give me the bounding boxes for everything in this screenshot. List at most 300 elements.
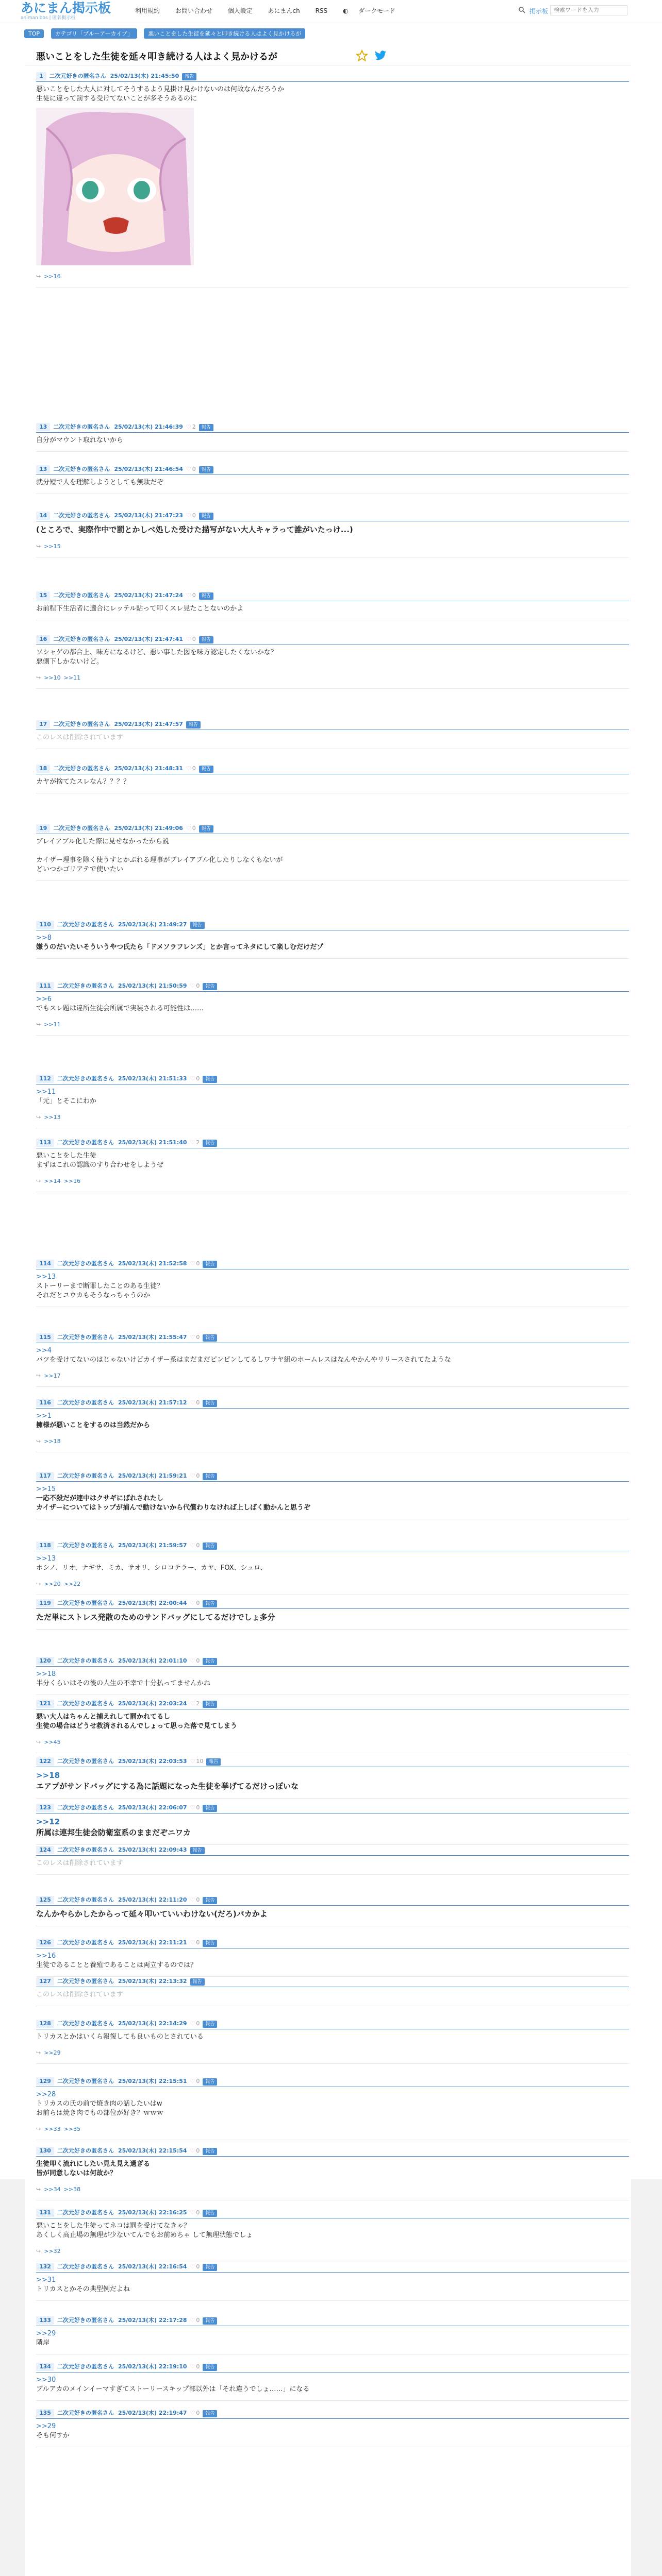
report-button[interactable]: 報告 xyxy=(190,1847,205,1854)
poster-name: 二次元好きの匿名さん xyxy=(53,591,110,599)
post-line: ブルアカのメインイーマすぎてストーリースキップ部以外は「それ違うでしょ……」になる xyxy=(36,2385,310,2394)
reply-anchor[interactable]: >>35 xyxy=(63,2126,81,2133)
post-date: 25/02/13(木) 22:01:10 xyxy=(118,1657,187,1665)
report-button[interactable]: 報告 xyxy=(203,1261,217,1268)
heart-icon[interactable]: ♡ xyxy=(190,1700,195,1707)
heart-icon[interactable]: ♡ xyxy=(190,1399,195,1406)
post-body xyxy=(36,733,629,742)
post-body xyxy=(36,1952,629,1970)
post-number[interactable]: 127 xyxy=(36,1977,54,1986)
post xyxy=(36,1700,629,1753)
report-button[interactable]: 報告 xyxy=(203,2364,217,2371)
post-meta xyxy=(36,982,629,990)
reply-anchor[interactable]: >>10 xyxy=(44,674,61,681)
post-body xyxy=(36,1612,629,1623)
post-meta xyxy=(36,1939,629,1947)
reply-anchor[interactable]: >>11 xyxy=(63,674,81,681)
post-number[interactable]: 19 xyxy=(36,824,50,833)
post-divider xyxy=(36,1813,629,1814)
report-button[interactable]: 報告 xyxy=(203,2264,217,2271)
post-meta xyxy=(36,2209,629,2217)
reply-icon: ↪ xyxy=(36,2049,41,2056)
post-divider xyxy=(36,2272,629,2273)
heart-icon[interactable]: ♡ xyxy=(190,1139,195,1146)
like-count: 0 xyxy=(192,591,196,599)
post-date: 25/02/13(木) 21:46:39 xyxy=(114,423,183,431)
reply-anchor[interactable]: >>16 xyxy=(44,273,61,280)
post-number[interactable]: 116 xyxy=(36,1399,54,1407)
breadcrumb xyxy=(24,28,310,40)
post-body xyxy=(36,1346,629,1365)
post-number[interactable]: 118 xyxy=(36,1541,54,1550)
post-line: 生徒に違って罰する受けてないことが多そうあるのに xyxy=(36,95,197,103)
post-number[interactable]: 132 xyxy=(36,2263,54,2271)
heart-icon[interactable]: ♡ xyxy=(186,423,191,431)
post-number[interactable]: 112 xyxy=(36,1075,54,1083)
post-number[interactable]: 111 xyxy=(36,982,54,990)
heart-icon[interactable]: ♡ xyxy=(190,2317,195,2324)
report-button[interactable]: 報告 xyxy=(203,1543,217,1550)
post xyxy=(36,1599,629,1630)
heart-icon[interactable]: ♡ xyxy=(186,765,191,772)
report-button[interactable]: 報告 xyxy=(199,592,213,600)
post-body xyxy=(36,1909,629,1920)
report-button[interactable]: 報告 xyxy=(203,2078,217,2086)
report-button[interactable]: 報告 xyxy=(203,983,217,990)
like-count: 0 xyxy=(196,1399,200,1406)
post-date: 25/02/13(木) 21:59:21 xyxy=(118,1472,187,1480)
report-button[interactable]: 報告 xyxy=(203,2021,217,2028)
post xyxy=(36,1896,629,1926)
reply-icon: ↪ xyxy=(36,2126,41,2133)
reply-anchor[interactable]: >>33 xyxy=(44,2126,61,2133)
post-line: (ところで、実際作中で罰とかしべ処した受けた描写がない大人キャラって誰がいたっけ...) xyxy=(36,525,353,535)
post-date: 25/02/13(木) 21:45:50 xyxy=(110,73,179,79)
reply-links xyxy=(36,2185,629,2194)
reply-anchor[interactable]: >>14 xyxy=(44,1178,61,1185)
post xyxy=(36,465,629,494)
heart-icon[interactable]: ♡ xyxy=(190,1896,195,1904)
post-meta xyxy=(36,465,629,473)
poster-name: 二次元好きの匿名さん xyxy=(49,73,106,79)
post-body xyxy=(36,1859,629,1868)
post-date: 25/02/13(木) 21:48:31 xyxy=(114,765,183,772)
post-line: ブレイアブル化した際に見せなかったから説 xyxy=(36,837,169,845)
heart-icon[interactable]: ♡ xyxy=(190,2078,195,2085)
thread-title-row xyxy=(25,45,631,65)
like-count: 0 xyxy=(196,2147,200,2154)
nav-contact[interactable]: お問い合わせ xyxy=(175,7,212,14)
anchor-link[interactable]: >>28 xyxy=(36,2091,56,2099)
twitter-icon[interactable] xyxy=(374,50,387,61)
post-meta xyxy=(36,1757,629,1766)
post-line: 生徒の場合はどうせ救済されるんでしょって思った落で見てしまう xyxy=(36,1722,238,1730)
reply-icon: ↪ xyxy=(36,1114,41,1121)
post-separator xyxy=(36,1976,629,1977)
post-line: 生徒であることと養殖であることは両立するのでは？ xyxy=(36,1961,197,1969)
post-divider xyxy=(36,474,629,475)
post-meta xyxy=(36,1657,629,1665)
post-number[interactable]: 16 xyxy=(36,635,50,643)
post-body xyxy=(36,1670,629,1688)
heart-icon[interactable]: ♡ xyxy=(190,1657,195,1665)
reply-icon: ↪ xyxy=(36,1738,41,1745)
like-count: 0 xyxy=(196,2410,200,2416)
heart-icon[interactable]: ♡ xyxy=(190,2020,195,2027)
heart-icon[interactable]: ♡ xyxy=(190,1758,195,1765)
site-header xyxy=(0,0,662,23)
star-icon[interactable] xyxy=(356,49,368,62)
anchor-link[interactable]: >>30 xyxy=(36,2376,56,2384)
post xyxy=(36,1977,629,2006)
post xyxy=(36,1139,629,1192)
moon-icon[interactable]: ◐ xyxy=(342,7,349,14)
reply-links xyxy=(36,273,629,281)
nav-terms[interactable]: 利用規約 xyxy=(135,7,160,14)
heart-icon[interactable]: ♡ xyxy=(190,1472,195,1480)
like-count: 0 xyxy=(192,765,196,772)
post-meta xyxy=(36,2077,629,2086)
post-line: バツを受けてないのはじゃないけどカイザー系はまだまだピンピンしてるしワサヤ組のホームレスはなんやかんやリリースされてたような xyxy=(36,1355,451,1364)
reply-anchor[interactable]: >>38 xyxy=(63,2186,81,2193)
like-count: 0 xyxy=(196,2078,200,2085)
anchor-link[interactable]: >>1 xyxy=(36,1412,52,1420)
post-line: カヤが捨てたスレなん？？？？ xyxy=(36,778,130,786)
post-meta xyxy=(36,512,629,520)
heart-icon[interactable]: ♡ xyxy=(186,824,191,832)
heart-icon[interactable]: ♡ xyxy=(190,1333,195,1341)
report-button[interactable]: 報告 xyxy=(199,825,213,833)
reply-anchor[interactable]: >>13 xyxy=(44,1114,61,1121)
like-count: 0 xyxy=(196,2020,200,2027)
post-date: 25/02/13(木) 22:17:28 xyxy=(118,2317,187,2324)
reply-anchor[interactable]: >>22 xyxy=(63,1580,81,1587)
post-meta xyxy=(36,635,629,643)
post-number[interactable]: 119 xyxy=(36,1599,54,1607)
poster-name: 二次元好きの匿名さん xyxy=(53,824,110,832)
reply-icon: ↪ xyxy=(36,273,41,280)
like-count: 0 xyxy=(196,1896,200,1904)
post-meta xyxy=(36,1977,629,1986)
report-button[interactable]: 報告 xyxy=(203,1600,217,1607)
post-body xyxy=(36,1990,629,1999)
anchor-link[interactable]: >>12 xyxy=(36,1817,60,1826)
report-button[interactable]: 報告 xyxy=(203,2410,217,2417)
post xyxy=(36,2147,629,2200)
post-separator xyxy=(36,1386,629,1387)
poster-name: 二次元好きの匿名さん xyxy=(53,466,110,473)
post-number[interactable]: 124 xyxy=(36,1846,54,1854)
post-line: トリカスとかその典型例だよね xyxy=(36,2285,130,2293)
anchor-link[interactable]: >>8 xyxy=(36,934,52,942)
post-line: このレスは削除されています xyxy=(36,1859,123,1868)
poster-name: 二次元好きの匿名さん xyxy=(57,1600,114,1607)
heart-icon[interactable]: ♡ xyxy=(190,982,195,990)
nav-rss[interactable]: RSS xyxy=(315,7,328,14)
reply-icon: ↪ xyxy=(36,1178,41,1185)
nav-settings[interactable]: 個人設定 xyxy=(227,7,253,14)
post-line: それだとユウカもそうなっちゃうのか xyxy=(36,1292,151,1300)
poster-name: 二次元好きの匿名さん xyxy=(53,512,110,519)
heart-icon[interactable]: ♡ xyxy=(190,1939,195,1946)
post-date: 25/02/13(木) 21:47:24 xyxy=(114,591,183,599)
post-number[interactable]: 117 xyxy=(36,1472,54,1480)
reply-anchor[interactable]: >>29 xyxy=(44,2049,61,2056)
poster-name: 二次元好きの匿名さん xyxy=(57,1700,114,1707)
post-meta xyxy=(36,2409,629,2417)
post xyxy=(36,1333,629,1387)
post xyxy=(36,1804,629,1845)
reply-anchor[interactable]: >>32 xyxy=(44,2247,61,2255)
reply-anchor[interactable]: >>11 xyxy=(44,1021,61,1028)
post-separator xyxy=(36,1874,629,1875)
poster-name: 二次元好きの匿名さん xyxy=(57,1896,114,1904)
reply-anchor[interactable]: >>16 xyxy=(63,1178,81,1185)
report-button[interactable]: 報告 xyxy=(199,513,213,520)
post-body xyxy=(36,2090,629,2118)
breadcrumb-top[interactable]: TOP xyxy=(24,29,44,38)
post-number[interactable]: 120 xyxy=(36,1657,54,1665)
post-number[interactable]: 125 xyxy=(36,1896,54,1904)
report-button[interactable]: 報告 xyxy=(203,1076,217,1083)
reply-anchor[interactable]: >>34 xyxy=(44,2186,61,2193)
post-date: 25/02/13(木) 21:57:12 xyxy=(118,1399,187,1406)
post-line: 就分短で人を理解しようとしても無駄だぞ xyxy=(36,479,164,487)
like-count: 0 xyxy=(196,1804,200,1811)
post-number[interactable]: 113 xyxy=(36,1139,54,1147)
post-number[interactable]: 15 xyxy=(36,591,50,600)
post-divider xyxy=(36,1666,629,1667)
logo-subtext: animan bbs | 匿名掲示板 xyxy=(21,15,76,21)
reply-anchor[interactable]: >>45 xyxy=(44,1738,61,1745)
anchor-link[interactable]: >>18 xyxy=(36,1670,56,1679)
reply-icon: ↪ xyxy=(36,543,41,550)
like-count: 2 xyxy=(196,1139,200,1146)
report-button[interactable]: 報告 xyxy=(203,1658,217,1665)
search-scope[interactable]: 掲示板 xyxy=(529,8,549,15)
heart-icon[interactable]: ♡ xyxy=(190,2209,195,2216)
post-divider xyxy=(36,2156,629,2157)
post-date: 25/02/13(木) 21:51:40 xyxy=(118,1139,187,1146)
reply-links xyxy=(36,1021,629,1029)
heart-icon[interactable]: ♡ xyxy=(186,512,191,519)
post-separator xyxy=(36,958,629,959)
like-count: 10 xyxy=(196,1758,204,1765)
post-meta xyxy=(36,2020,629,2028)
post-body xyxy=(36,1088,629,1106)
post-date: 25/02/13(木) 21:47:57 xyxy=(114,720,183,727)
report-button[interactable]: 報告 xyxy=(203,1897,217,1904)
report-button[interactable]: 報告 xyxy=(182,73,196,80)
post-number[interactable]: 18 xyxy=(36,765,50,773)
reply-anchor[interactable]: >>18 xyxy=(44,1437,61,1445)
post-number[interactable]: 114 xyxy=(36,1260,54,1268)
anchor-link[interactable]: >>11 xyxy=(36,1088,56,1096)
post-body xyxy=(36,777,629,787)
post-number[interactable]: 1 xyxy=(36,72,46,80)
heart-icon[interactable]: ♡ xyxy=(190,1075,195,1082)
poster-name: 二次元好きの匿名さん xyxy=(57,1758,114,1765)
report-button[interactable]: 報告 xyxy=(203,1940,217,1947)
anchor-link[interactable]: >>15 xyxy=(36,1485,56,1494)
report-button[interactable]: 報告 xyxy=(199,636,213,643)
anchor-link[interactable]: >>29 xyxy=(36,2422,56,2430)
poster-name: 二次元好きの匿名さん xyxy=(53,635,110,642)
post-number[interactable]: 115 xyxy=(36,1333,54,1342)
anchor-link[interactable]: >>18 xyxy=(36,1771,60,1780)
post-date: 25/02/13(木) 21:51:33 xyxy=(118,1075,187,1082)
post-line: 悪いことをした大人に対してそうするよう見掛け見かけないのは何故なんだろうか xyxy=(36,86,285,93)
post-meta xyxy=(36,1260,629,1268)
post-image[interactable] xyxy=(36,108,194,265)
heart-icon[interactable]: ♡ xyxy=(190,1541,195,1549)
report-button[interactable]: 報告 xyxy=(203,2317,217,2325)
nav-dark-mode[interactable]: ダークモード xyxy=(358,7,395,14)
anchor-link[interactable]: >>6 xyxy=(36,995,52,1004)
post-number[interactable]: 133 xyxy=(36,2316,54,2325)
heart-icon[interactable]: ♡ xyxy=(190,1804,195,1811)
post-date: 25/02/13(木) 21:50:59 xyxy=(118,982,187,990)
post-separator xyxy=(36,1694,629,1695)
reply-icon: ↪ xyxy=(36,674,41,681)
report-button[interactable]: 報告 xyxy=(203,2148,217,2155)
post-body xyxy=(36,1151,629,1170)
post-number[interactable]: 13 xyxy=(36,465,50,473)
post-number[interactable]: 135 xyxy=(36,2409,54,2417)
like-count: 0 xyxy=(192,635,196,642)
heart-icon[interactable]: ♡ xyxy=(190,2147,195,2154)
reply-anchor[interactable]: >>15 xyxy=(44,543,61,550)
report-button[interactable]: 報告 xyxy=(203,1400,217,1407)
reply-anchor[interactable]: >>20 xyxy=(44,1580,61,1587)
like-count: 0 xyxy=(192,824,196,832)
post-number[interactable]: 126 xyxy=(36,1939,54,1947)
post-number[interactable]: 122 xyxy=(36,1757,54,1766)
post-number[interactable]: 128 xyxy=(36,2020,54,2028)
post-number[interactable]: 129 xyxy=(36,2077,54,2086)
post-line: 皆が同意しないは何故か？ xyxy=(36,2170,117,2177)
heart-icon[interactable]: ♡ xyxy=(190,2263,195,2270)
search-icon[interactable] xyxy=(518,6,525,13)
report-button[interactable]: 報告 xyxy=(199,466,213,473)
post xyxy=(36,2363,629,2401)
post-number[interactable]: 130 xyxy=(36,2147,54,2155)
heart-icon[interactable]: ♡ xyxy=(190,1260,195,1267)
anime-girl-image xyxy=(36,108,194,265)
post-number[interactable]: 13 xyxy=(36,423,50,431)
report-button[interactable]: 報告 xyxy=(203,1140,217,1147)
poster-name: 二次元好きの匿名さん xyxy=(57,1977,114,1985)
post-body xyxy=(36,2160,629,2178)
post-line: このレスは削除されています xyxy=(36,733,123,741)
report-button[interactable]: 報告 xyxy=(203,1805,217,1812)
anchor-link[interactable]: >>16 xyxy=(36,1952,56,1960)
thread xyxy=(25,45,631,2439)
post-body xyxy=(36,1273,629,1300)
anchor-link[interactable]: >>4 xyxy=(36,1346,52,1354)
breadcrumb-thread[interactable]: 悪いことをした生徒を延々と叩き続ける人はよく見かけるが xyxy=(144,28,305,39)
anchor-link[interactable]: >>13 xyxy=(36,1273,56,1281)
report-button[interactable]: 報告 xyxy=(186,721,201,728)
search-input[interactable] xyxy=(550,5,627,15)
post-meta xyxy=(36,824,629,833)
heart-icon[interactable]: ♡ xyxy=(190,1600,195,1607)
poster-name: 二次元好きの匿名さん xyxy=(57,921,114,928)
post-date: 25/02/13(木) 21:49:27 xyxy=(118,921,187,928)
report-button[interactable]: 報告 xyxy=(199,766,213,773)
post-date: 25/02/13(木) 21:55:47 xyxy=(118,1333,187,1341)
anchor-link[interactable]: >>29 xyxy=(36,2330,56,2338)
report-button[interactable]: 報告 xyxy=(199,424,213,431)
post-number[interactable]: 131 xyxy=(36,2209,54,2217)
report-button[interactable]: 報告 xyxy=(203,1473,217,1480)
heart-icon[interactable]: ♡ xyxy=(186,466,191,473)
reply-links xyxy=(36,1580,629,1588)
post-separator xyxy=(36,2400,629,2401)
post-meta xyxy=(36,1333,629,1342)
post-number[interactable]: 123 xyxy=(36,1804,54,1812)
post-date: 25/02/13(木) 22:14:29 xyxy=(118,2020,187,2027)
post-date: 25/02/13(木) 22:19:47 xyxy=(118,2410,187,2416)
like-count: 0 xyxy=(196,2363,200,2370)
post xyxy=(36,2316,629,2354)
post-number[interactable]: 134 xyxy=(36,2363,54,2371)
post-body xyxy=(36,2276,629,2294)
report-button[interactable]: 報告 xyxy=(190,1978,205,1986)
poster-name: 二次元好きの匿名さん xyxy=(57,2020,114,2027)
post xyxy=(36,1657,629,1695)
post-separator xyxy=(36,451,629,452)
post-date: 25/02/13(木) 22:03:53 xyxy=(118,1758,187,1765)
heart-icon[interactable]: ♡ xyxy=(186,591,191,599)
poster-name: 二次元好きの匿名さん xyxy=(57,982,114,990)
report-button[interactable]: 報告 xyxy=(203,1701,217,1708)
poster-name: 二次元好きの匿名さん xyxy=(57,1846,114,1854)
post-line: エアプがサンドバッグにする為に話題になった生徒を挙げてるだけっぽいな xyxy=(36,1782,299,1791)
post-separator xyxy=(36,1798,629,1799)
nav-animanch[interactable]: あにまんch xyxy=(268,7,300,14)
like-count: 2 xyxy=(192,423,196,431)
heart-icon[interactable]: ♡ xyxy=(190,2410,195,2416)
post-date: 25/02/13(木) 21:59:57 xyxy=(118,1541,187,1549)
report-button[interactable]: 報告 xyxy=(203,1334,217,1342)
post-divider xyxy=(36,991,629,992)
poster-name: 二次元好きの匿名さん xyxy=(53,423,110,431)
post-number[interactable]: 110 xyxy=(36,921,54,929)
post xyxy=(36,1846,629,1875)
reply-anchor[interactable]: >>17 xyxy=(44,1372,61,1379)
post-number[interactable]: 121 xyxy=(36,1700,54,1708)
report-button[interactable]: 報告 xyxy=(206,1758,221,1766)
post-number[interactable]: 17 xyxy=(36,720,50,728)
post-divider xyxy=(36,81,629,82)
post-divider xyxy=(36,1608,629,1609)
like-count: 0 xyxy=(196,1472,200,1480)
anchor-link[interactable]: >>31 xyxy=(36,2276,56,2284)
post-number[interactable]: 14 xyxy=(36,512,50,520)
anchor-link[interactable]: >>13 xyxy=(36,1554,56,1563)
poster-name: 二次元好きの匿名さん xyxy=(57,2363,114,2370)
post xyxy=(36,2020,629,2064)
report-button[interactable]: 報告 xyxy=(190,922,205,929)
post-body xyxy=(36,1713,629,1731)
report-button[interactable]: 報告 xyxy=(203,2210,217,2217)
heart-icon[interactable]: ♡ xyxy=(190,2363,195,2370)
post-meta xyxy=(36,2147,629,2155)
heart-icon[interactable]: ♡ xyxy=(186,635,191,642)
breadcrumb-category[interactable]: カテゴリ「ブルーアーカイブ」 xyxy=(51,28,137,39)
site-logo[interactable] xyxy=(21,1,111,21)
